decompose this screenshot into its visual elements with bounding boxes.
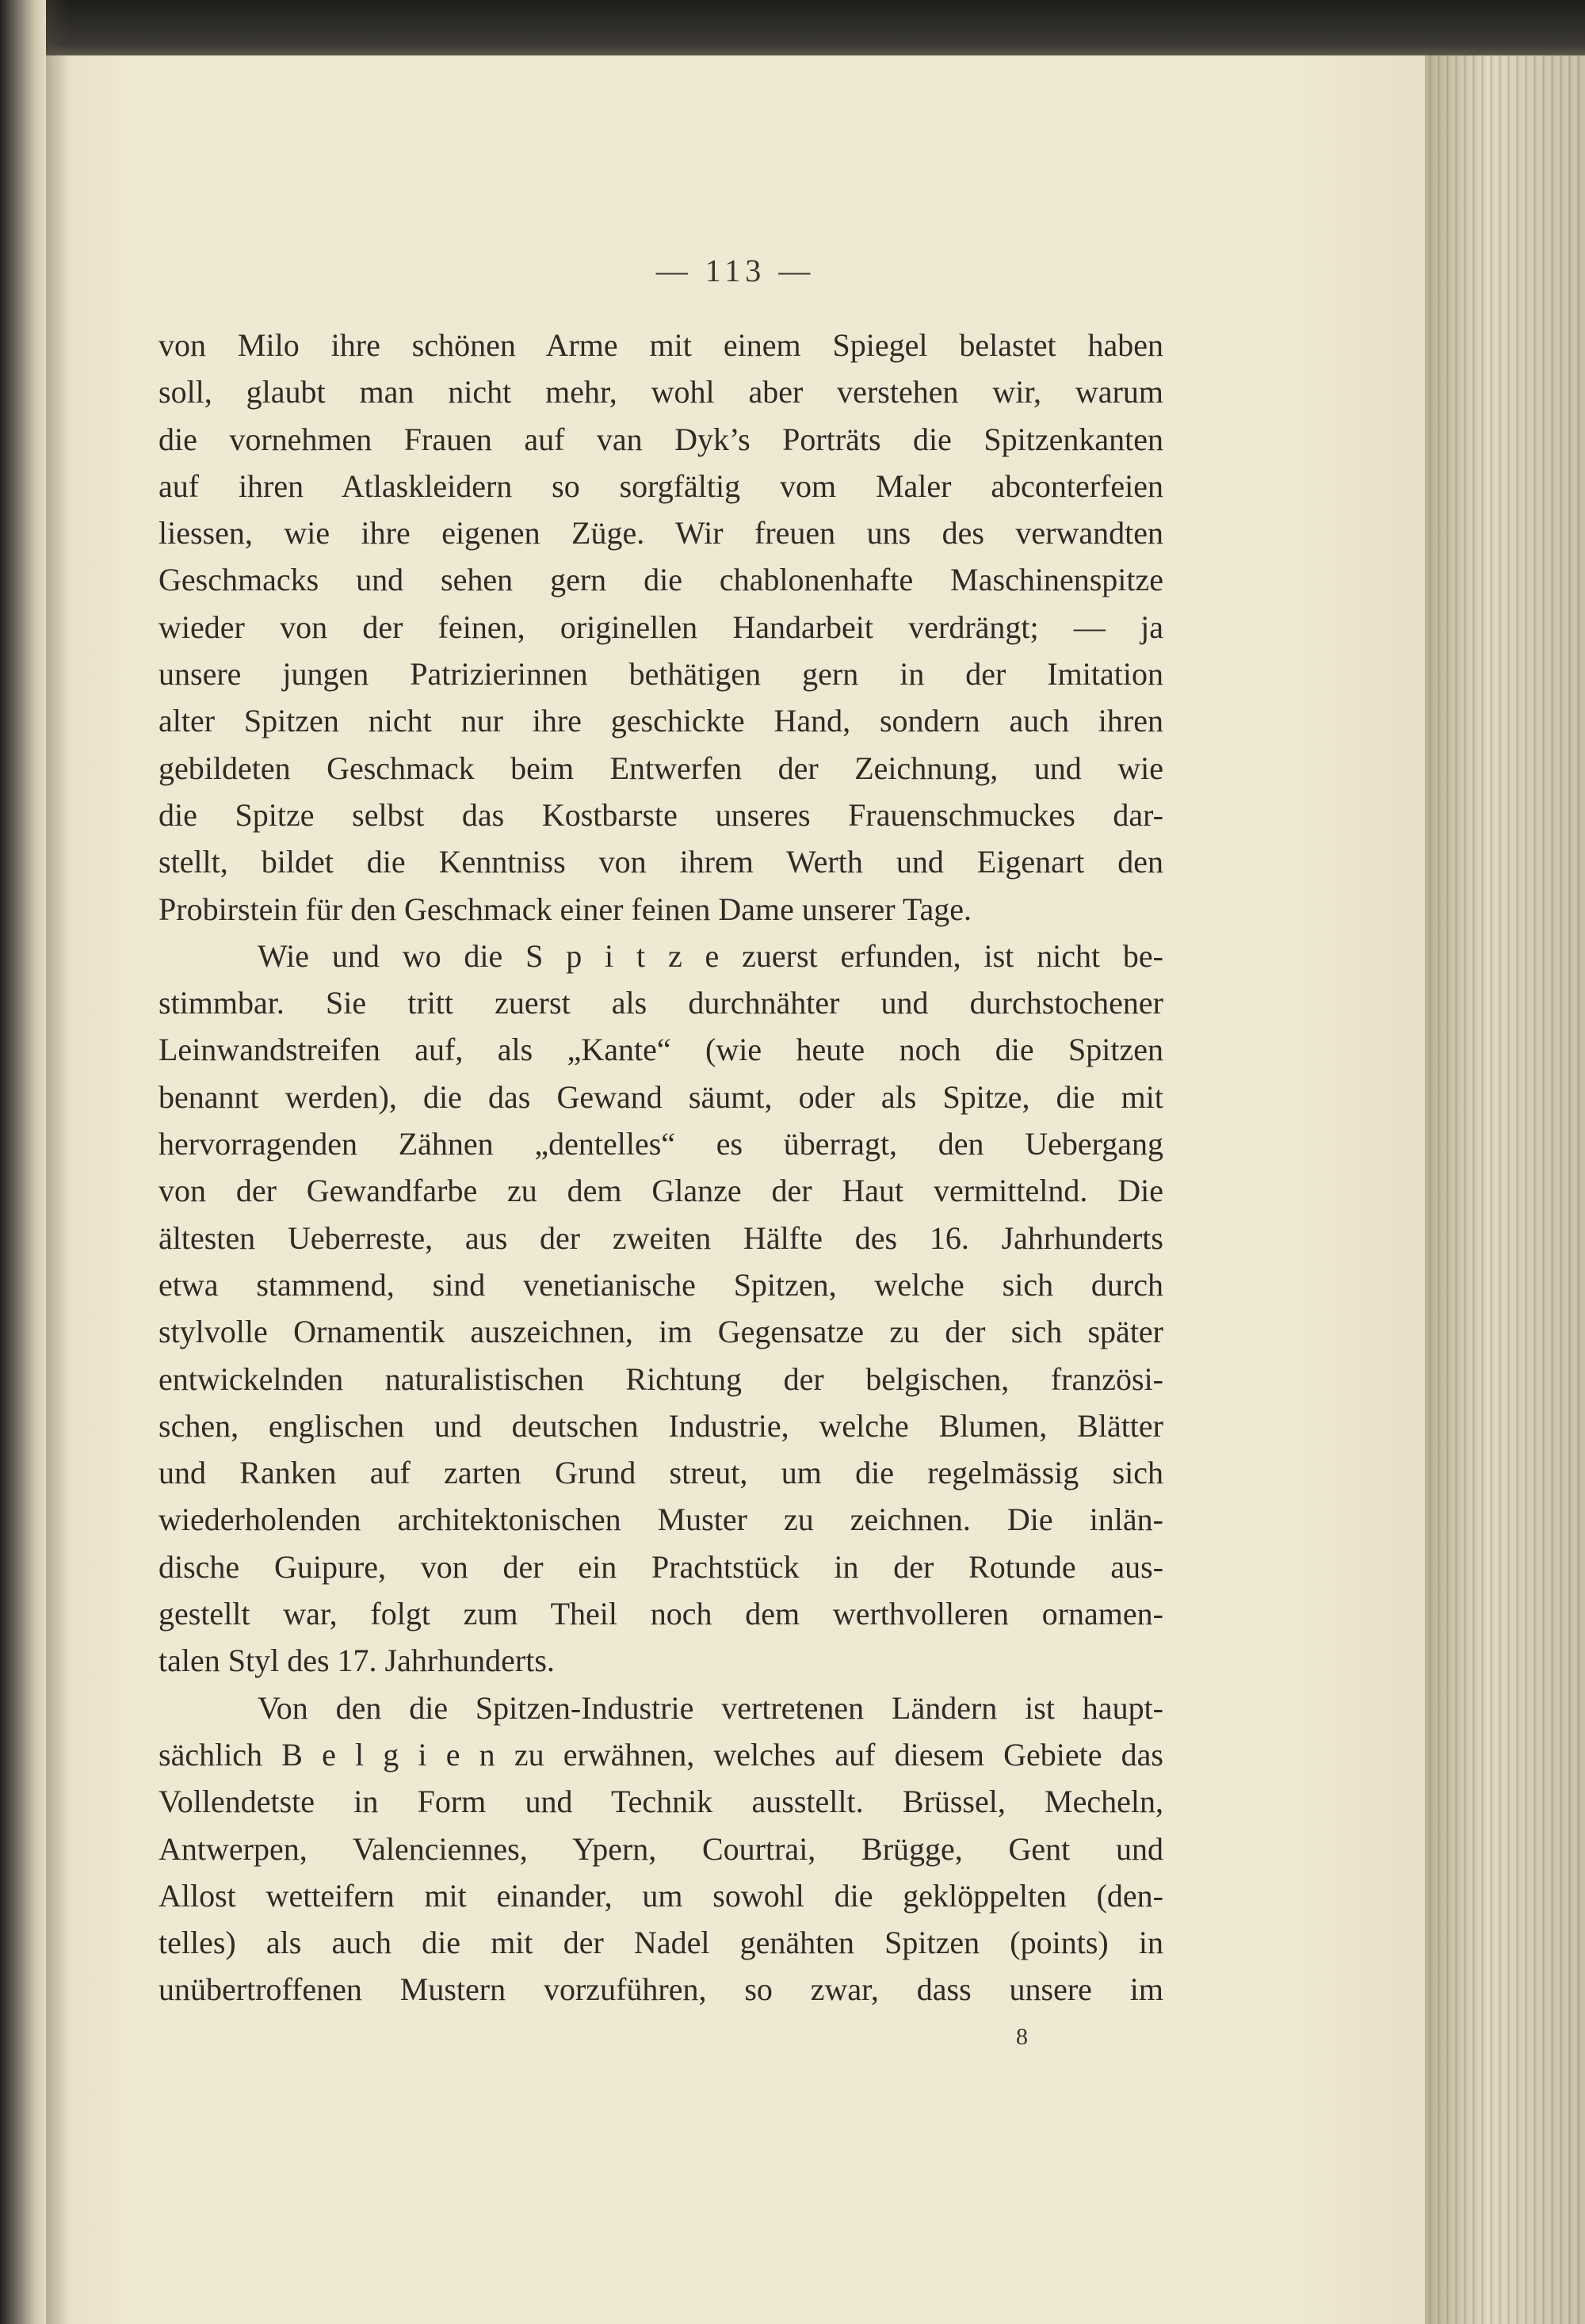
paragraph-end-line: talen Styl des 17. Jahrhunderts. xyxy=(158,1643,555,1679)
text-line: unübertroffenen Mustern vorzuführen, so zwar, dass unsere im xyxy=(158,1971,1163,2008)
page-number-header: — 113 — xyxy=(655,253,815,288)
text-line: die vornehmen Frauen auf van Dyk’s Porträts die Spitzenkanten xyxy=(158,421,1163,457)
text-line: soll, glaubt man nicht mehr, wohl aber verstehen wir, warum xyxy=(158,374,1163,410)
signature-mark: 8 xyxy=(1016,2024,1028,2050)
text-line: von Milo ihre schönen Arme mit einem Spiegel belastet haben xyxy=(158,327,1163,363)
paragraph-end-line: Probirstein für den Geschmack einer feinen Dame unserer Tage. xyxy=(158,891,972,927)
text-line: hervorragenden Zähnen „dentelles“ es überragt, den Uebergang xyxy=(158,1126,1163,1162)
text-line: auf ihren Atlaskleidern so sorgfältig vom Maler abconterfeien xyxy=(158,467,1163,504)
text-line: Leinwandstreifen auf, als „Kante“ (wie heute noch die Spitzen xyxy=(158,1032,1163,1068)
text-line: stylvolle Ornamentik auszeichnen, im Gegensatze zu der sich später xyxy=(158,1314,1163,1350)
previous-page-edge xyxy=(0,0,46,2324)
scan-top-background xyxy=(0,0,1585,55)
text-line: liessen, wie ihre eigenen Züge. Wir freuen uns des verwandten xyxy=(158,515,1163,551)
text-line: wiederholenden architektonischen Muster zu zeichnen. Die inlän- xyxy=(158,1502,1163,1538)
text-line: entwickelnden naturalistischen Richtung der belgischen, französi- xyxy=(158,1360,1163,1397)
text-line: dische Guipure, von der ein Prachtstück in der Rotunde aus- xyxy=(158,1548,1163,1585)
text-line: telles) als auch die mit der Nadel genähten Spitzen (points) in xyxy=(158,1925,1163,1961)
paragraph-start-line: Von den die Spitzen-Industrie vertretenen Ländern ist haupt- xyxy=(258,1689,1163,1726)
text-line: schen, englischen und deutschen Industrie, welche Blumen, Blätter xyxy=(158,1407,1163,1444)
text-line: unsere jungen Patrizierinnen bethätigen gern in der Imitation xyxy=(158,656,1163,693)
text-line: von der Gewandfarbe zu dem Glanze der Haut vermittelnd. Die xyxy=(158,1173,1163,1209)
text-line: etwa stammend, sind venetianische Spitzen, welche sich durch xyxy=(158,1266,1163,1303)
text-line: die Spitze selbst das Kostbarste unseres Frauenschmuckes dar- xyxy=(158,796,1163,833)
page-stack-shade xyxy=(1425,55,1585,2324)
text-line: und Ranken auf zarten Grund streut, um die regelmässig sich xyxy=(158,1455,1163,1491)
text-line: stellt, bildet die Kenntniss von ihrem Werth und Eigenart den xyxy=(158,844,1163,880)
text-line: wieder von der feinen, originellen Handarbeit verdrängt; — ja xyxy=(158,609,1163,645)
text-line: Vollendetste in Form und Technik ausstellt. Brüssel, Mecheln, xyxy=(158,1784,1163,1820)
text-line: gebildeten Geschmack beim Entwerfen der Zeichnung, und wie xyxy=(158,750,1163,786)
text-line: sächlich B e l g i e n zu erwähnen, welches auf diesem Gebiete das xyxy=(158,1736,1163,1773)
text-line: alter Spitzen nicht nur ihre geschickte Hand, sondern auch ihren xyxy=(158,703,1163,739)
text-line: ältesten Ueberreste, aus der zweiten Hälfte des 16. Jahrhunderts xyxy=(158,1219,1163,1256)
text-line: Allost wetteifern mit einander, um sowohl die geklöppelten (den- xyxy=(158,1877,1163,1914)
gutter-shadow xyxy=(46,0,70,2324)
body-text xyxy=(158,322,1163,2013)
text-line: stimmbar. Sie tritt zuerst als durchnähter und durchstochener xyxy=(158,985,1163,1021)
text-line: Geschmacks und sehen gern die chablonenhafte Maschinenspitze xyxy=(158,562,1163,598)
text-line: gestellt war, folgt zum Theil noch dem werthvolleren ornamen- xyxy=(158,1596,1163,1632)
text-line: Antwerpen, Valenciennes, Ypern, Courtrai, Brügge, Gent und xyxy=(158,1830,1163,1867)
paragraph-start-line: Wie und wo die S p i t z e zuerst erfunden, ist nicht be- xyxy=(258,937,1163,974)
text-line: benannt werden), die das Gewand säumt, oder als Spitze, die mit xyxy=(158,1078,1163,1115)
